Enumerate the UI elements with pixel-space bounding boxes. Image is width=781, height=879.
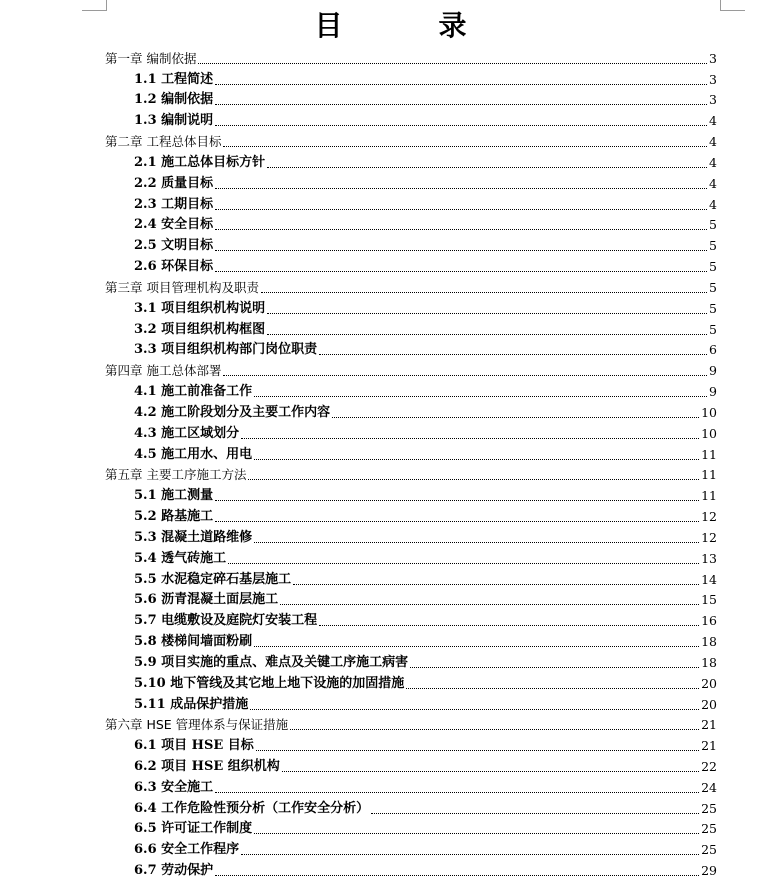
toc-page-number: 3 [709, 71, 717, 87]
toc-page-number: 6 [709, 342, 717, 358]
toc-page-number: 16 [701, 613, 717, 629]
toc-page-number: 5 [709, 279, 717, 295]
toc-page-number: 5 [709, 321, 717, 337]
toc-entry-title: 3.2 项目组织机构框图 [134, 321, 266, 337]
toc-page-number: 12 [701, 509, 717, 525]
toc-entry-title: 5.1 施工测量 [134, 488, 214, 504]
toc-section-entry[interactable] [105, 483, 717, 504]
toc-page-number: 11 [701, 467, 717, 483]
toc-dot-leader [198, 62, 707, 64]
toc-dot-leader [371, 812, 699, 814]
toc-entry-title: 4.1 施工前准备工作 [134, 384, 253, 400]
toc-section-entry[interactable] [105, 442, 717, 463]
toc-dot-leader [241, 437, 699, 439]
page-title: 目 录 [314, 9, 501, 42]
toc-entry-title: 6.1 项目 HSE 目标 [134, 738, 254, 754]
toc-page-number: 13 [701, 550, 717, 566]
toc-page-number: 14 [701, 571, 717, 587]
toc-dot-leader [215, 270, 707, 272]
toc-page-number: 15 [701, 592, 717, 608]
toc-dot-leader [215, 124, 707, 126]
toc-entry-title: 第五章 主要工序施工方法 [105, 467, 247, 483]
toc-entry-title: 5.9 项目实施的重点、难点及关键工序施工病害 [134, 654, 409, 670]
toc-entry-title: 第三章 项目管理机构及职责 [105, 279, 259, 295]
toc-section-entry[interactable] [105, 400, 717, 421]
toc-page-number: 20 [701, 696, 717, 712]
toc-page-number: 3 [709, 50, 717, 66]
toc-entry-title: 2.3 工期目标 [134, 196, 214, 212]
toc-section-entry[interactable] [105, 67, 717, 88]
toc-page-number: 25 [701, 800, 717, 816]
toc-entry-title: 1.1 工程简述 [134, 71, 214, 87]
toc-dot-leader [267, 166, 707, 168]
toc-dot-leader [267, 312, 707, 314]
toc-page-number: 9 [709, 384, 717, 400]
toc-section-entry[interactable] [105, 254, 717, 275]
toc-entry-title: 4.3 施工区域划分 [134, 425, 240, 441]
toc-dot-leader [332, 416, 699, 418]
toc-chapter-entry[interactable] [105, 713, 717, 734]
toc-entry-title: 2.6 环保目标 [134, 259, 214, 275]
toc-section-entry[interactable] [105, 796, 717, 817]
toc-page-number: 4 [709, 113, 717, 129]
toc-entry-title: 2.5 文明目标 [134, 238, 214, 254]
toc-dot-leader [254, 541, 699, 543]
toc-dot-leader [254, 645, 699, 647]
toc-page-number: 10 [701, 404, 717, 420]
toc-section-entry[interactable] [105, 525, 717, 546]
toc-section-entry[interactable] [105, 692, 717, 713]
toc-dot-leader [215, 791, 699, 793]
toc-entry-title: 5.10 地下管线及其它地上地下设施的加固措施 [134, 675, 405, 691]
toc-page-number: 25 [701, 821, 717, 837]
toc-page-number: 4 [709, 196, 717, 212]
toc-page-number: 4 [709, 175, 717, 191]
toc-section-entry[interactable] [105, 733, 717, 754]
toc-section-entry[interactable] [105, 588, 717, 609]
toc-entry-title: 6.2 项目 HSE 组织机构 [134, 758, 280, 774]
toc-section-entry[interactable] [105, 192, 717, 213]
toc-entry-title: 5.5 水泥稳定碎石基层施工 [134, 571, 292, 587]
toc-entry-title: 2.1 施工总体目标方针 [134, 154, 266, 170]
toc-entry-title: 5.11 成品保护措施 [134, 696, 249, 712]
toc-section-entry[interactable] [105, 171, 717, 192]
toc-section-entry[interactable] [105, 317, 717, 338]
toc-section-entry[interactable] [105, 150, 717, 171]
toc-dot-leader [241, 853, 699, 855]
toc-dot-leader [223, 374, 707, 376]
toc-section-entry[interactable] [105, 233, 717, 254]
toc-section-entry[interactable] [105, 775, 717, 796]
toc-entry-title: 6.3 安全施工 [134, 779, 214, 795]
toc-page-number: 21 [701, 738, 717, 754]
toc-page-number: 3 [709, 92, 717, 108]
toc-entry-title: 5.8 楼梯间墙面粉刷 [134, 634, 253, 650]
toc-page-number: 10 [701, 425, 717, 441]
toc-entry-title: 4.5 施工用水、用电 [134, 446, 253, 462]
toc-chapter-entry[interactable] [105, 275, 717, 296]
toc-entry-title: 第二章 工程总体目标 [105, 134, 222, 150]
toc-page-number: 20 [701, 675, 717, 691]
toc-page-number: 21 [701, 717, 717, 733]
toc-dot-leader [215, 499, 699, 501]
toc-section-entry[interactable] [105, 671, 717, 692]
toc-page-number: 11 [701, 488, 717, 504]
toc-section-entry[interactable] [105, 817, 717, 838]
toc-section-entry[interactable] [105, 629, 717, 650]
toc-dot-leader [410, 666, 699, 668]
toc-dot-leader [250, 708, 699, 710]
toc-page-number: 9 [709, 363, 717, 379]
toc-section-entry[interactable] [105, 567, 717, 588]
toc-section-entry[interactable] [105, 421, 717, 442]
toc-entry-title: 第一章 编制依据 [105, 50, 197, 66]
toc-dot-leader [215, 249, 707, 251]
toc-dot-leader [215, 208, 707, 210]
toc-entry-title: 6.6 安全工作程序 [134, 842, 240, 858]
toc-entry-title: 5.4 透气砖施工 [134, 550, 227, 566]
toc-entry-title: 6.7 劳动保护 [134, 863, 214, 879]
toc-entry-title: 5.2 路基施工 [134, 509, 214, 525]
toc-dot-leader [319, 624, 699, 626]
toc-section-entry[interactable] [105, 504, 717, 525]
toc-entry-title: 1.2 编制依据 [134, 92, 214, 108]
toc-dot-leader [254, 395, 707, 397]
toc-section-entry[interactable] [105, 338, 717, 359]
toc-dot-leader [215, 187, 707, 189]
toc-chapter-entry[interactable] [105, 46, 717, 67]
toc-page-number: 5 [709, 238, 717, 254]
toc-page-number: 4 [709, 134, 717, 150]
toc-section-entry[interactable] [105, 88, 717, 109]
toc-section-entry[interactable] [105, 608, 717, 629]
toc-dot-leader [215, 83, 707, 85]
toc-dot-leader [290, 728, 699, 730]
toc-chapter-entry[interactable] [105, 358, 717, 379]
toc-chapter-entry[interactable] [105, 129, 717, 150]
toc-section-entry[interactable] [105, 754, 717, 775]
toc-dot-leader [248, 478, 699, 480]
toc-dot-leader [319, 353, 707, 355]
toc-dot-leader [256, 749, 699, 751]
toc-dot-leader [228, 562, 699, 564]
toc-entry-title: 第六章 HSE 管理体系与保证措施 [105, 717, 289, 733]
toc-entry-title: 3.1 项目组织机构说明 [134, 300, 266, 316]
toc-chapter-entry[interactable] [105, 463, 717, 484]
toc-dot-leader [261, 291, 707, 293]
toc-dot-leader [215, 874, 699, 876]
toc-section-entry[interactable] [105, 837, 717, 858]
toc-section-entry[interactable] [105, 296, 717, 317]
toc-page-number: 18 [701, 654, 717, 670]
table-of-contents [105, 46, 717, 879]
toc-page-number: 4 [709, 154, 717, 170]
toc-page-number: 5 [709, 217, 717, 233]
toc-entry-title: 5.6 沥青混凝土面层施工 [134, 592, 279, 608]
toc-dot-leader [254, 458, 699, 460]
toc-entry-title: 6.5 许可证工作制度 [134, 821, 253, 837]
toc-entry-title: 6.4 工作危险性预分析（工作安全分析） [134, 800, 370, 816]
toc-page-number: 24 [701, 779, 717, 795]
toc-page-number: 5 [709, 300, 717, 316]
toc-dot-leader [223, 145, 707, 147]
toc-page-number: 29 [701, 863, 717, 879]
toc-dot-leader [215, 103, 707, 105]
toc-section-entry[interactable] [105, 108, 717, 129]
toc-entry-title: 3.3 项目组织机构部门岗位职责 [134, 342, 318, 358]
toc-dot-leader [254, 832, 699, 834]
toc-page-number: 25 [701, 842, 717, 858]
toc-dot-leader [215, 228, 707, 230]
toc-section-entry[interactable] [105, 546, 717, 567]
toc-section-entry[interactable] [105, 379, 717, 400]
toc-dot-leader [280, 603, 699, 605]
toc-page-number: 11 [701, 446, 717, 462]
toc-entry-title: 5.7 电缆敷设及庭院灯安装工程 [134, 613, 318, 629]
toc-page-number: 12 [701, 529, 717, 545]
toc-page-number: 5 [709, 259, 717, 275]
toc-dot-leader [267, 333, 707, 335]
toc-entry-title: 2.4 安全目标 [134, 217, 214, 233]
toc-section-entry[interactable] [105, 213, 717, 234]
toc-entry-title: 2.2 质量目标 [134, 175, 214, 191]
toc-section-entry[interactable] [105, 858, 717, 879]
toc-page-number: 22 [701, 758, 717, 774]
toc-dot-leader [406, 687, 699, 689]
toc-dot-leader [215, 520, 699, 522]
toc-entry-title: 第四章 施工总体部署 [105, 363, 222, 379]
toc-section-entry[interactable] [105, 650, 717, 671]
toc-dot-leader [282, 770, 699, 772]
toc-entry-title: 1.3 编制说明 [134, 113, 214, 129]
toc-page-number: 18 [701, 634, 717, 650]
toc-entry-title: 4.2 施工阶段划分及主要工作内容 [134, 404, 331, 420]
toc-entry-title: 5.3 混凝土道路维修 [134, 529, 253, 545]
toc-dot-leader [293, 583, 699, 585]
